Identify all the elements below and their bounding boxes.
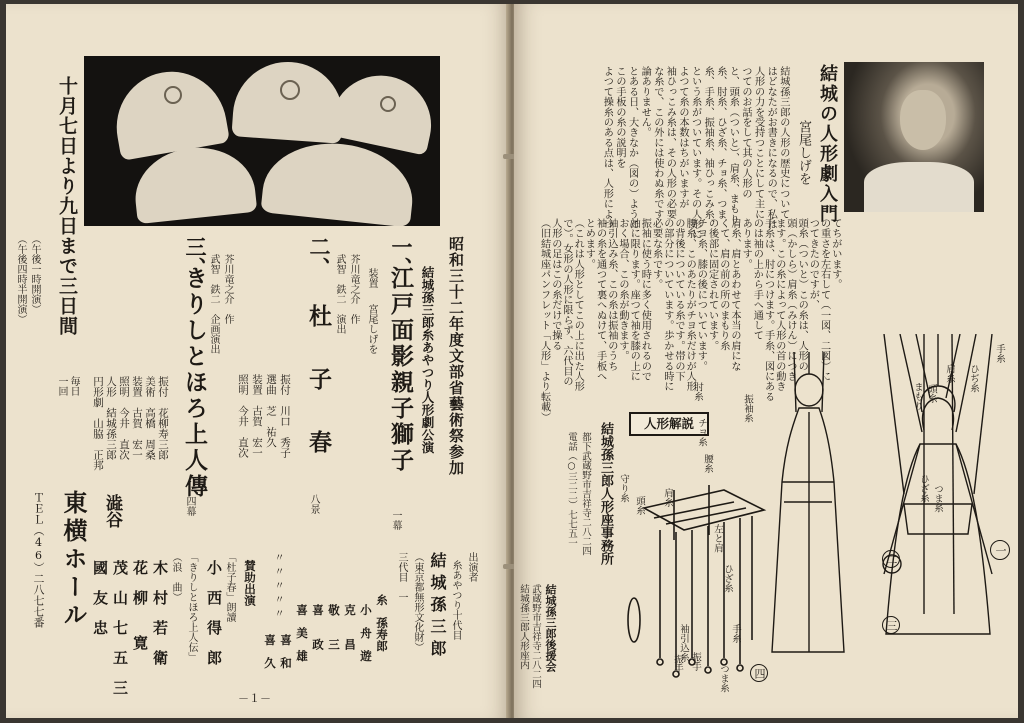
essay-column: 糸、手糸、振袖糸、袖ひっこみ糸、 [702,66,714,230]
essay-column: てちがいます。 [829,218,841,290]
act-3-staff-set: 装置 古賀 宏一 [131,376,143,460]
essay-column: おく場合、この糸が動きます。 [616,218,628,361]
festival-title: 昭和三十二年度文部省藝術祭参加 [447,236,465,476]
essay-column: のは袖の上から手へ通して [751,218,763,341]
act-1-note-value: 宮尾しげを [366,304,377,354]
festival-subtitle: 結城孫三郎糸あやつり人形劇公演 [420,266,435,454]
support-item: 花 柳 寛 [131,560,149,650]
support-item: 小 西 得 郎 [205,560,223,665]
cast-name: 喜 久 [263,634,277,669]
essay-column: 袖引込み糸、この糸は振袖のうち [605,218,617,371]
essay-column: 結城孫三郎の人形の歴史について [777,66,789,219]
act-2-staff-music: 選曲 芝 祐久 [265,374,277,448]
essay-column: の部分についています。歩かせる時に [661,218,673,392]
diagram-label: 振手 [672,654,683,673]
support-group-line: 結城孫三郎人形座内 [518,584,529,670]
essay-column: 頭糸（ついと）この糸は、人形の [796,218,808,371]
diagram-label: 腰糸 [702,454,713,473]
act-2-scene: 八景 [308,494,319,514]
act-1-title: 江戸面影親子獅子 [387,266,414,474]
essay-column: ます。この糸によって人形の首の動き [773,218,785,392]
essay-column: 袖に限ります。座つて袖を膝の上に [628,218,640,382]
essay-column: よつて糸の本数はちがいますが [676,66,688,209]
support-label: 賛助出演 [243,560,257,606]
support-group-line: 武蔵野市吉祥寺二八二四 [530,584,541,689]
diagram-label: 頭糸 [634,496,645,515]
fan-image [260,136,417,226]
cast-lead-title: 糸あやつり十代目 [450,560,461,640]
author-portrait [844,62,984,212]
essay-column: 袖の糸を通つて裏へぬけて、手板へ [594,218,606,382]
crest-motif [380,96,396,112]
crest-motif [280,80,300,100]
performance-note: 毎日 [68,376,79,396]
figure-number: 四 [750,664,768,682]
act-2-number: 二、 [307,236,332,278]
support-item: 茂 山 七 五 三 [111,560,129,695]
support-item: 「杜子春」朗讀 [224,552,235,622]
essay-column: な糸で、この外には使わぬ糸です [651,66,663,219]
essay-column: はどなたがお書きになるので、私は [765,66,777,230]
essay-column: の重さを左右して（一図、二図）に [818,218,830,382]
act-3-staff-art: 美術 高橋 周桑 [144,376,156,460]
essay-column: （これは人形としてこの上に出た人形 [572,218,584,392]
act-2-staff-choreography: 振付 川口 秀子 [279,374,291,458]
doll-front-diagram [864,334,1014,694]
figure-number: 一 [990,540,1010,560]
essay-column: この手板の糸の説明を [613,66,625,168]
evening-time: （午後四時半開演） [15,234,26,324]
essay-column: （旧結城座パンフレット「人形」より転載） [538,218,550,422]
venue-phone: ＴＥＬ（46）二八七七番 [32,492,45,628]
performance-note-2: 一回 [56,376,67,396]
essay-column: 腰糸、このあたりがチヨ糸だけが人形 [684,218,696,392]
act-1-number: 一、 [389,236,414,278]
essay-column: 手糸は、肘につけます。手糸、図にある [762,218,774,402]
diagram-label: 守り糸 [618,474,629,503]
essay-column: チヨ糸、膝の後についています。 [695,218,707,371]
right-page [514,4,1018,718]
essay-column: くて、肩の前の所のまもり糸 [717,218,729,351]
office-address: 都下武蔵野市吉祥寺二八二四 [580,432,591,556]
program-spread [6,4,1018,718]
performance-dates: 十月七日より九日まで三日間 [56,76,78,336]
figure-number: 二 [882,550,900,568]
act-1-director: 武智 鉄二 演出 [334,254,345,334]
essay-column: で）。女形の人形に限らず、六代目の [560,218,572,387]
essay-column: 振袖に使う時に多く使用されるので [639,218,651,382]
diagram-label: ひぢ糸 [968,364,979,393]
act-1-author: 芥川竜之介 作 [348,254,359,324]
diagram-label: 袖引込糸 [678,624,689,662]
essay-column: 人形の力を受持つことにして主に [752,66,764,219]
essay-author: 宮尾しげを [796,120,811,185]
fan-photo [84,56,440,226]
act-3-staff-stage: 円形劇 山脇 正邦 [92,376,104,471]
essay-column: 頭（かしら）肩糸（みけん）につき [784,218,796,382]
support-item: 木 村 若 衛 [151,560,169,665]
act-1-note-label: 装置 [366,268,377,288]
cast-star: 結城孫三郎 [428,552,447,662]
cast-header: 出演者 [466,552,477,582]
diagram-label: ひざ糸 [918,474,929,503]
essay-column: 袖ひっこみ糸は、その人形の必要 [664,66,676,219]
diagram-label: 手糸 [730,624,741,643]
venue-area: 澁谷 [102,494,122,528]
essay-column: つてきたのですが、 [807,218,819,310]
cast-name: 小 舟 遊 [359,604,373,662]
cast-name: 喜 和 [279,634,293,669]
cast-star-note: （東京都無形文化財） [412,552,423,652]
act-3-scene: 四幕 [184,496,195,516]
support-item: 國 友 忠 [91,560,109,635]
page-number: －１－ [238,692,271,705]
diagram-label: ひざ糸 [722,564,733,593]
support-item: 「きりしとほろ上人伝」 [186,552,197,662]
support-group-title: 結城孫三郎後援会 [544,584,557,672]
diagram-label: 振手 [690,652,701,671]
support-item: （浪 曲） [170,552,181,602]
act-2-director: 武智 鉄二 企画演出 [208,254,219,354]
essay-column: あります。 [740,218,752,269]
essay-column: という糸がついています。その人形に [689,66,701,240]
diagram-label: 肩糸 [662,488,673,507]
act-2-author: 芥川竜之介 作 [222,254,233,324]
diagram-label: まもり [912,382,923,411]
cast-second: 三代目 一 [396,552,407,602]
diagram-label: チヨ糸 [696,418,707,447]
act-3-staff-lighting: 照明 今井 直次 [118,376,130,460]
essay-column: 必要な糸です。 [650,218,662,290]
act-2-staff-lighting: 照明 今井 直次 [237,374,249,458]
act-3-staff-puppets: 人形 結城孫三郎 [105,376,117,460]
cast-name: 喜 美 雄 [295,604,309,662]
crest-motif [164,86,182,104]
act-3-number: 三、 [183,236,208,278]
diagram-label: 左と肩 [712,524,723,553]
essay-title: 結城の人形劇入門 [817,64,838,224]
essay-column: とめます。 [583,218,595,269]
venue-name: 東横ホール [59,490,88,630]
act-3-staff-choreography: 振付 花柳寿三郎 [157,376,169,460]
essay-column: 人形の足はこの糸だけで操る [549,218,561,351]
office-phone: 電話（○三二二）七七五一 [566,432,577,548]
act-3-title: きりしとほろ上人傳 [181,266,208,500]
diagram-label: 振袖糸 [742,394,753,423]
cast-name: 克 昌 [343,604,357,650]
essay-column: とある日、大きなか（図の）ように [626,66,638,230]
diagram-label: つま糸 [932,484,943,513]
diagram-label: 頭糸 [926,384,937,403]
diagram-title: 人形解説 [629,412,709,436]
cast-name: 敬 三 [327,604,341,650]
fan-image [108,63,230,161]
figure-number: 三 [882,616,900,634]
essay-column: 糸、肘糸、ひざ糸、チョ糸、つま [714,66,726,219]
cast-name: 糸 孫寿郎 [375,594,389,652]
office-title: 結城孫三郎人形座事務所 [598,422,613,565]
essay-column: と、頭糸（ついと）、肩糸、まもり [727,66,739,225]
essay-column: 論ありません。 [639,66,651,138]
doll-back-diagram [764,352,854,692]
diagram-label: 手糸 [994,344,1005,363]
left-page [6,4,510,718]
essay-column: つてのお話をして其の人形の [739,66,751,199]
portrait-face [900,90,946,150]
act-1-scene: 一幕 [390,510,401,530]
matinee-time: （午後一時開演） [29,234,40,314]
essay-column: の背後についている糸です。帯の下 [672,218,684,382]
portrait-shoulder [864,162,974,212]
act-2-title: 杜子春 [305,304,332,493]
diagram-label: つま糸 [718,664,729,693]
essay-column: の後部に固定されています。 [706,218,718,351]
essay-column: よつて操糸のある点は、人形によつ [601,66,613,230]
act-2-staff-set: 装置 古賀 宏一 [251,374,263,458]
repeat-marks: 〃〃〃〃〃 [272,552,283,622]
diagram-label: 肘糸 [692,382,703,401]
cast-name: 喜 政 [311,604,325,650]
diagram-label: 肩糸 [944,364,955,383]
essay-column: 肩糸、肩とあわせて本当の肩にな [728,218,740,371]
control-bar-rod [666,508,746,524]
